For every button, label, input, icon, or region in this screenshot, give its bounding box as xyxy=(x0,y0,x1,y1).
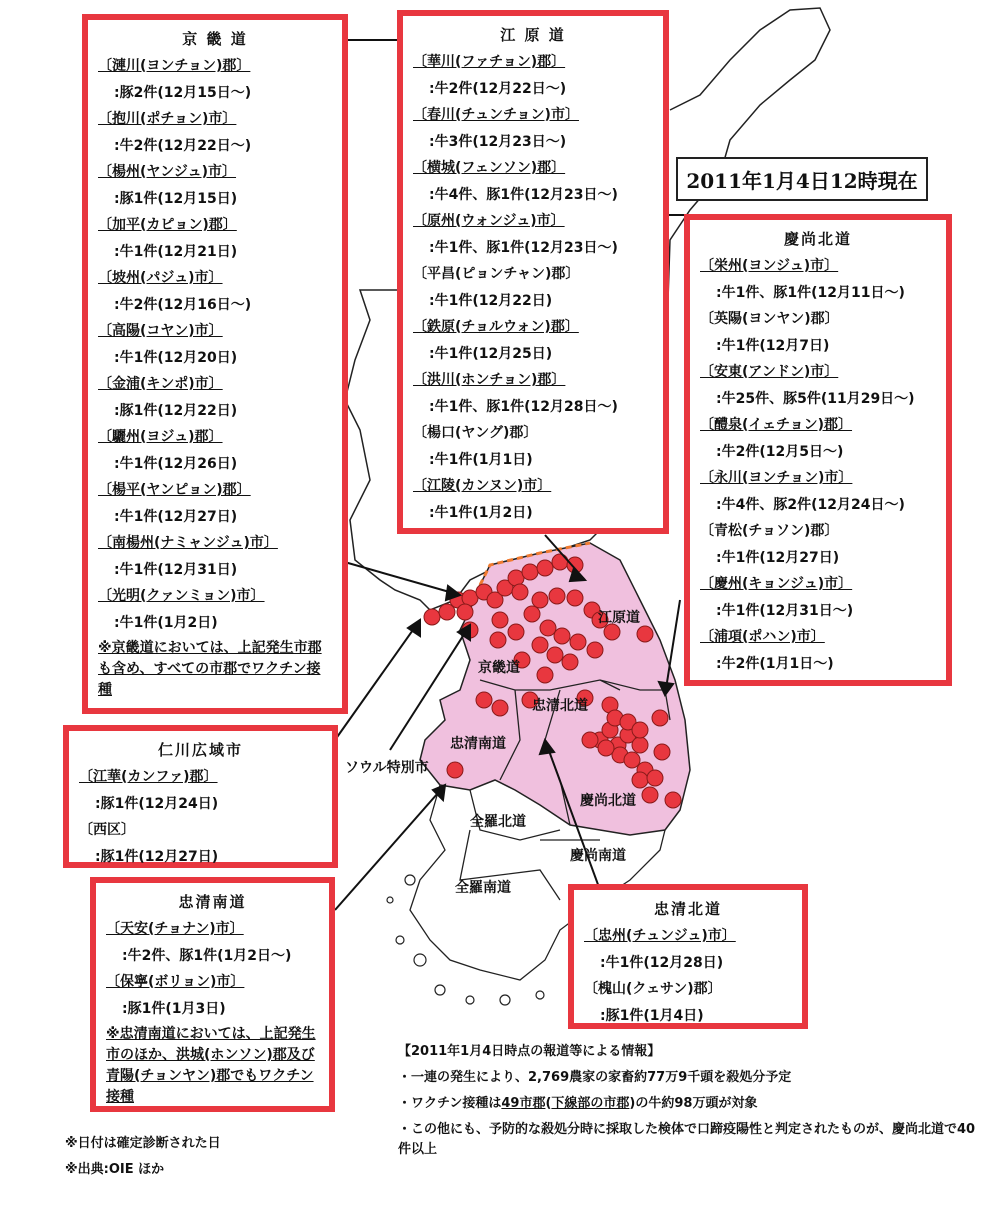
outbreak-dot xyxy=(552,554,568,570)
chungnam-box xyxy=(90,877,335,1112)
entry-name: 〔楊平(ヤンピョン)郡〕 xyxy=(98,482,251,498)
entry-name: 〔江陵(カンヌン)市〕 xyxy=(413,478,552,494)
info-line-2-mid: ( xyxy=(545,1096,552,1111)
entry-detail: :牛1件(12月21日) xyxy=(114,244,238,260)
outbreak-dot xyxy=(547,647,563,663)
list-item xyxy=(98,371,332,424)
gyeonggi-box xyxy=(82,14,348,714)
list-item xyxy=(413,102,653,155)
map-label-chungbuk: 忠清北道 xyxy=(532,698,588,714)
outbreak-dot xyxy=(632,722,648,738)
entry-name: 〔永川(ヨンチョン)市〕 xyxy=(700,470,853,486)
list-item xyxy=(700,571,936,624)
entry-detail: :牛1件(1月1日) xyxy=(429,452,533,468)
entry-name: 〔英陽(ヨンヤン)郡〕 xyxy=(700,311,839,327)
map-label-gyeongbuk: 慶尚北道 xyxy=(580,793,636,809)
entry-detail: :牛1件(12月31日) xyxy=(114,562,238,578)
entry-detail: :牛1件(12月20日) xyxy=(114,350,238,366)
entry-name: 〔華川(ファチョン)郡〕 xyxy=(413,54,566,70)
list-item xyxy=(413,155,653,208)
entry-detail: :豚1件(12月15日) xyxy=(114,191,238,207)
list-item xyxy=(413,420,653,473)
list-item xyxy=(413,367,653,420)
entry-detail: :牛1件、豚1件(12月23日〜) xyxy=(429,240,618,256)
entry-name: 〔西区〕 xyxy=(79,822,135,838)
outbreak-dot xyxy=(424,609,440,625)
list-item xyxy=(98,424,332,477)
list-item xyxy=(98,106,332,159)
map-label-gyeonggi: 京畿道 xyxy=(478,660,520,676)
entry-name: 〔楊口(ヤング)郡〕 xyxy=(413,425,538,441)
entry-detail: :牛1件(12月27日) xyxy=(716,550,840,566)
map-label-gyeongnam: 慶尚南道 xyxy=(570,848,626,864)
incheon-box xyxy=(63,725,338,868)
outbreak-dot xyxy=(637,626,653,642)
entry-name: 〔横城(フェンソン)郡〕 xyxy=(413,160,566,176)
entry-name: 〔光明(クァンミョン)市〕 xyxy=(98,588,265,604)
footer-note-1: ※日付は確定診断された日 xyxy=(65,1136,221,1151)
gyeonggi-entries xyxy=(98,53,332,636)
gyeonggi-note: ※京畿道においては、上記発生市郡も含め、すべての市郡でワクチン接種 xyxy=(98,640,322,698)
entry-detail: :牛1件(1月2日) xyxy=(429,505,533,521)
entry-detail: :豚1件(1月3日) xyxy=(122,1001,226,1017)
incheon-title: 仁川広域市 xyxy=(157,741,243,759)
outbreak-dot xyxy=(562,654,578,670)
outbreak-dot xyxy=(492,612,508,628)
list-item xyxy=(98,159,332,212)
info-line-2-post: )の牛約98万頭が対象 xyxy=(629,1096,758,1111)
entry-name: 〔坡州(パジュ)市〕 xyxy=(98,270,223,286)
outbreak-dot xyxy=(532,592,548,608)
entry-detail: :牛4件、豚1件(12月23日〜) xyxy=(429,187,618,203)
entry-name: 〔漣川(ヨンチョン)郡〕 xyxy=(98,58,251,74)
outbreak-dot xyxy=(582,732,598,748)
gyeonggi-title: 京 畿 道 xyxy=(182,30,248,48)
entry-detail: :牛1件(12月27日) xyxy=(114,509,238,525)
outbreak-dot xyxy=(652,710,668,726)
entry-detail: :牛2件、豚1件(1月2日〜) xyxy=(122,948,292,964)
list-item xyxy=(98,530,332,583)
chungbuk-title: 忠清北道 xyxy=(653,900,722,918)
entry-name: 〔楊州(ヤンジュ)市〕 xyxy=(98,164,237,180)
map-label-chungnam: 忠清南道 xyxy=(450,736,506,752)
list-item xyxy=(413,208,653,261)
outbreak-dot xyxy=(537,560,553,576)
date-banner: 2011年1月4日12時現在 xyxy=(676,157,928,201)
info-line-2-pre: ・ワクチン接種は xyxy=(398,1096,502,1111)
entry-detail: :牛2件(12月22日〜) xyxy=(114,138,252,154)
footer-note-2: ※出典:OIE ほか xyxy=(65,1162,165,1177)
outbreak-dot xyxy=(570,634,586,650)
entry-name: 〔安東(アンドン)市〕 xyxy=(700,364,839,380)
outbreak-dot xyxy=(632,737,648,753)
list-item xyxy=(700,253,936,306)
list-item xyxy=(98,53,332,106)
outbreak-dot xyxy=(665,792,681,808)
list-item xyxy=(98,318,332,371)
outbreak-dot xyxy=(476,692,492,708)
list-item xyxy=(413,49,653,102)
list-item xyxy=(98,477,332,530)
list-item xyxy=(413,314,653,367)
entry-detail: :牛2件(12月22日〜) xyxy=(429,81,567,97)
list-item xyxy=(98,212,332,265)
entry-name: 〔原州(ウォンジュ)市〕 xyxy=(413,213,565,229)
entry-name: 〔高陽(コヤン)市〕 xyxy=(98,323,223,339)
entry-detail: :牛1件(12月7日) xyxy=(716,338,830,354)
info-heading: 【2011年1月4日時点の報道等による情報】 xyxy=(398,1044,661,1059)
outbreak-dot xyxy=(647,770,663,786)
entry-detail: :牛1件(12月22日) xyxy=(429,293,553,309)
outbreak-dot xyxy=(604,624,620,640)
entry-detail: :豚2件(12月15日〜) xyxy=(114,85,252,101)
list-item xyxy=(98,583,332,636)
info-line-1: ・一連の発生により、2,769農家の家畜約77万9千頭を殺処分予定 xyxy=(398,1070,792,1085)
outbreak-dot xyxy=(512,584,528,600)
list-item xyxy=(700,518,936,571)
outbreak-dot xyxy=(567,590,583,606)
outbreak-dot xyxy=(508,624,524,640)
entry-detail: :牛1件(12月31日〜) xyxy=(716,603,854,619)
entry-name: 〔加平(カピョン)郡〕 xyxy=(98,217,237,233)
outbreak-dot xyxy=(537,667,553,683)
outbreak-dot xyxy=(492,700,508,716)
entry-detail: :牛1件、豚1件(12月11日〜) xyxy=(716,285,905,301)
entry-name: 〔浦項(ポハン)市〕 xyxy=(700,629,825,645)
entry-name: 〔醴泉(イェチョン)郡〕 xyxy=(700,417,853,433)
entry-name: 〔慶州(キョンジュ)市〕 xyxy=(700,576,853,592)
entry-detail: :牛2件(12月16日〜) xyxy=(114,297,252,313)
outbreak-dot xyxy=(654,744,670,760)
list-item xyxy=(413,473,653,526)
entry-name: 〔鉄原(チョルウォン)郡〕 xyxy=(413,319,579,335)
gyeongbuk-box xyxy=(684,214,952,686)
entry-name: 〔栄州(ヨンジュ)市〕 xyxy=(700,258,839,274)
outbreak-dot xyxy=(540,620,556,636)
entry-detail: :牛1件(12月26日) xyxy=(114,456,238,472)
entry-name: 〔保寧(ボリョン)市〕 xyxy=(106,974,245,990)
info-line-2-ul1: 49市郡 xyxy=(501,1096,546,1111)
gangwon-box xyxy=(397,10,669,534)
entry-detail: :牛1件(1月2日) xyxy=(114,615,218,631)
entry-detail: :豚1件(12月22日) xyxy=(114,403,238,419)
entry-name: 〔平昌(ピョンチャン)郡〕 xyxy=(413,266,580,282)
outbreak-dot xyxy=(522,564,538,580)
list-item xyxy=(700,465,936,518)
entry-detail: :豚1件(1月4日) xyxy=(600,1008,704,1024)
entry-name: 〔洪川(ホンチョン)郡〕 xyxy=(413,372,566,388)
outbreak-dot xyxy=(447,762,463,778)
entry-name: 〔抱川(ポチョン)市〕 xyxy=(98,111,237,127)
map-label-jeonbuk: 全羅北道 xyxy=(470,814,526,830)
entry-name: 〔天安(チョナン)市〕 xyxy=(106,921,244,937)
outbreak-dot xyxy=(549,588,565,604)
entry-detail: :牛4件、豚2件(12月24日〜) xyxy=(716,497,905,513)
outbreak-dot xyxy=(490,632,506,648)
entry-detail: :牛3件(12月23日〜) xyxy=(429,134,567,150)
map-label-seoul: ソウル特別市 xyxy=(345,760,429,776)
entry-name: 〔金浦(キンポ)市〕 xyxy=(98,376,223,392)
entry-detail: :牛2件(1月1日〜) xyxy=(716,656,834,672)
chungnam-title: 忠清南道 xyxy=(178,893,247,911)
list-item xyxy=(584,976,792,1029)
entry-name: 〔槐山(クェサン)郡〕 xyxy=(584,981,722,997)
list-item xyxy=(79,817,322,870)
info-line-2-ul2: 下線部の市郡 xyxy=(551,1096,630,1111)
gangwon-title: 江 原 道 xyxy=(500,26,566,44)
entry-name: 〔驪州(ヨジュ)郡〕 xyxy=(98,429,223,445)
list-item xyxy=(700,359,936,412)
list-item xyxy=(79,764,322,817)
chungnam-note: ※忠清南道においては、上記発生市のほか、洪城(ホンソン)郡及び青陽(チョンヤン)郡でもワクチン接種 xyxy=(106,1026,316,1105)
outbreak-dot xyxy=(524,606,540,622)
info-line-2 xyxy=(398,1094,978,1114)
list-item xyxy=(700,306,936,359)
list-item xyxy=(413,261,653,314)
entry-detail: :牛1件、豚1件(12月28日〜) xyxy=(429,399,618,415)
entry-name: 〔忠州(チュンジュ)市〕 xyxy=(584,928,736,944)
entry-detail: :豚1件(12月27日) xyxy=(95,849,219,865)
outbreak-dot xyxy=(598,740,614,756)
list-item xyxy=(98,265,332,318)
entry-detail: :牛25件、豚5件(11月29日〜) xyxy=(716,391,915,407)
gyeongbuk-title: 慶尚北道 xyxy=(783,230,852,248)
entry-detail: :豚1件(12月24日) xyxy=(95,796,219,812)
entry-detail: :牛2件(12月5日〜) xyxy=(716,444,844,460)
info-line-3: ・この他にも、予防的な殺処分時に採取した検体で口蹄疫陽性と判定されたものが、慶尚北道で40件以上 xyxy=(398,1122,976,1157)
map-label-gangwon: 江原道 xyxy=(598,610,640,626)
outbreak-dot xyxy=(457,604,473,620)
outbreak-dot xyxy=(624,752,640,768)
outbreak-dot xyxy=(632,772,648,788)
entry-name: 〔青松(チョソン)郡〕 xyxy=(700,523,839,539)
list-item xyxy=(106,916,319,969)
outbreak-dot xyxy=(587,642,603,658)
chungbuk-box xyxy=(568,884,808,1029)
entry-name: 〔春川(チュンチョン)市〕 xyxy=(413,107,579,123)
info-block xyxy=(398,1042,978,1166)
entry-name: 〔江華(カンファ)郡〕 xyxy=(79,769,218,785)
outbreak-dot xyxy=(642,787,658,803)
entry-detail: :牛1件(12月28日) xyxy=(600,955,724,971)
list-item xyxy=(584,923,792,976)
list-item xyxy=(106,969,319,1022)
list-item xyxy=(700,624,936,677)
outbreak-dot xyxy=(532,637,548,653)
entry-name: 〔南楊州(ナミャンジュ)市〕 xyxy=(98,535,278,551)
entry-detail: :牛1件(12月25日) xyxy=(429,346,553,362)
outbreak-dot xyxy=(554,628,570,644)
list-item xyxy=(700,412,936,465)
map-label-jeonnam: 全羅南道 xyxy=(455,880,511,896)
